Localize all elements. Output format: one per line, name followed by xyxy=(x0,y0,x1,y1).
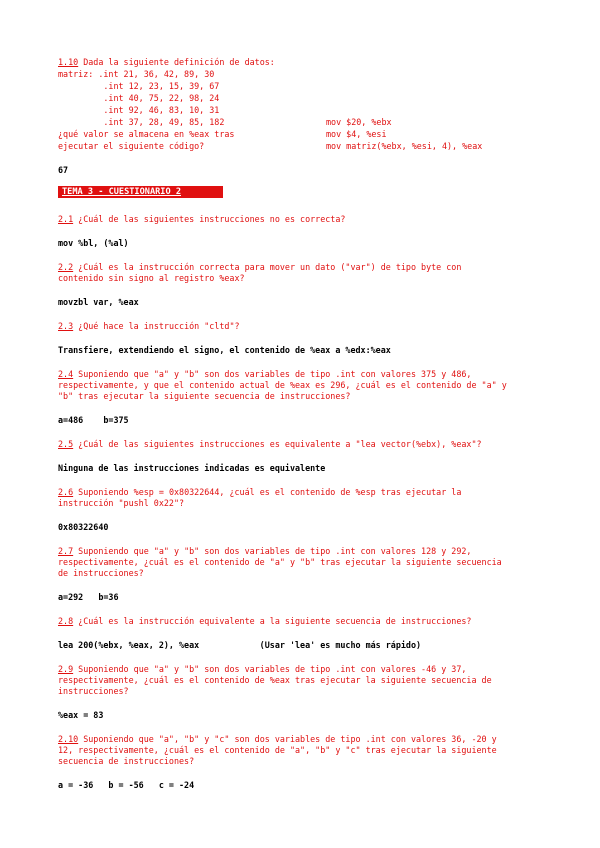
question-2-4-line-2: respectivamente, y que el contenido actual de %eax es 296, ¿cuál es el contenido de "a" y xyxy=(58,380,507,390)
q110-data-line-4: .int 92, 46, 83, 10, 31 xyxy=(58,105,220,115)
q110-data-line-5: .int 37, 28, 49, 85, 182 xyxy=(58,117,225,127)
answer-2-3: Transfiere, extendiendo el signo, el contenido de %eax a %edx:%eax xyxy=(58,345,391,355)
question-text: ¿Cuál de las siguientes instrucciones es equivalente a "lea vector(%ebx), %eax"? xyxy=(73,439,482,449)
question-text: Suponiendo que "a", "b" y "c" son dos variables de tipo .int con valores 36, -20 y xyxy=(78,734,497,744)
question-number: 2.9 xyxy=(58,664,74,674)
answer-2-7: a=292 b=36 xyxy=(58,592,119,602)
question-number: 2.10 xyxy=(58,734,79,744)
question-2-10-line-3: secuencia de instrucciones? xyxy=(58,756,195,766)
answer-2-2: movzbl var, %eax xyxy=(58,297,139,307)
question-2-9-line-2: respectivamente, ¿cuál es el contenido de %eax tras ejecutar la siguiente secuencia de xyxy=(58,675,492,685)
answer-2-8: lea 200(%ebx, %eax, 2), %eax (Usar 'lea' es mucho más rápido) xyxy=(58,640,422,650)
question-2-9-line-3: instrucciones? xyxy=(58,686,129,696)
q110-answer: 67 xyxy=(58,165,69,175)
question-2-8 xyxy=(58,616,471,626)
q110-code-line-2: mov $4, %esi xyxy=(326,129,387,139)
question-2-2 xyxy=(58,262,461,272)
question-2-4-line-3: "b" tras ejecutar la siguiente secuencia de instrucciones? xyxy=(58,391,351,401)
q110-code-line-1: mov $20, %ebx xyxy=(326,117,392,127)
question-number: 2.4 xyxy=(58,369,74,379)
question-2-6-line-2: instrucción "pushl 0x22"? xyxy=(58,498,185,508)
question-number: 2.6 xyxy=(58,487,74,497)
section-title-banner xyxy=(58,186,223,198)
answer-2-10: a = -36 b = -56 c = -24 xyxy=(58,780,195,790)
question-2-6 xyxy=(58,487,461,497)
q110-title xyxy=(58,57,275,67)
answer-2-6: 0x80322640 xyxy=(58,522,109,532)
question-number: 2.7 xyxy=(58,546,74,556)
question-2-7-line-3: de instrucciones? xyxy=(58,568,144,578)
answer-2-1: mov %bl, (%al) xyxy=(58,238,129,248)
question-2-2-line-2: contenido sin signo al registro %eax? xyxy=(58,273,245,283)
question-2-7 xyxy=(58,546,471,556)
question-text: Suponiendo que "a" y "b" son dos variables de tipo .int con valores -46 y 37, xyxy=(73,664,467,674)
question-2-7-line-2: respectivamente, ¿cuál es el contenido de "a" y "b" tras ejecutar la siguiente secuencia xyxy=(58,557,502,567)
question-number: 2.3 xyxy=(58,321,74,331)
answer-2-4: a=486 b=375 xyxy=(58,415,129,425)
question-text: ¿Cuál de las siguientes instrucciones no es correcta? xyxy=(73,214,346,224)
q110-code-line-3: mov matriz(%ebx, %esi, 4), %eax xyxy=(326,141,483,151)
q110-question-line-1: ¿qué valor se almacena en %eax tras xyxy=(58,129,235,139)
question-text: Suponiendo que "a" y "b" son dos variables de tipo .int con valores 128 y 292, xyxy=(73,546,472,556)
q110-number: 1.10 xyxy=(58,57,79,67)
question-text: Suponiendo %esp = 0x80322644, ¿cuál es el contenido de %esp tras ejecutar la xyxy=(73,487,462,497)
question-2-10 xyxy=(58,734,497,744)
question-2-9 xyxy=(58,664,466,674)
answer-2-9: %eax = 83 xyxy=(58,710,104,720)
answer-2-5: Ninguna de las instrucciones indicadas es equivalente xyxy=(58,463,326,473)
question-number: 2.5 xyxy=(58,439,74,449)
q110-data-line-1: matriz: .int 21, 36, 42, 89, 30 xyxy=(58,69,215,79)
q110-question-line-2: ejecutar el siguiente código? xyxy=(58,141,205,151)
question-2-5 xyxy=(58,439,482,449)
question-2-10-line-2: 12, respectivamente, ¿cuál es el contenido de "a", "b" y "c" tras ejecutar la siguiente xyxy=(58,745,497,755)
question-number: 2.8 xyxy=(58,616,74,626)
question-2-3 xyxy=(58,321,240,331)
question-2-4 xyxy=(58,369,471,379)
question-text: ¿Cuál es la instrucción equivalente a la siguiente secuencia de instrucciones? xyxy=(73,616,472,626)
question-text: ¿Qué hace la instrucción "cltd"? xyxy=(73,321,240,331)
question-2-1 xyxy=(58,214,345,224)
question-text: ¿Cuál es la instrucción correcta para mover un dato ("var") de tipo byte con xyxy=(73,262,462,272)
question-number: 2.2 xyxy=(58,262,74,272)
q110-data-line-3: .int 40, 75, 22, 98, 24 xyxy=(58,93,220,103)
section-title: TEMA 3 - CUESTIONARIO 2 xyxy=(62,187,181,197)
q110-data-line-2: .int 12, 23, 15, 39, 67 xyxy=(58,81,220,91)
q110-title-text: Dada la siguiente definición de datos: xyxy=(78,57,275,67)
question-number: 2.1 xyxy=(58,214,74,224)
question-text: Suponiendo que "a" y "b" son dos variables de tipo .int con valores 375 y 486, xyxy=(73,369,472,379)
